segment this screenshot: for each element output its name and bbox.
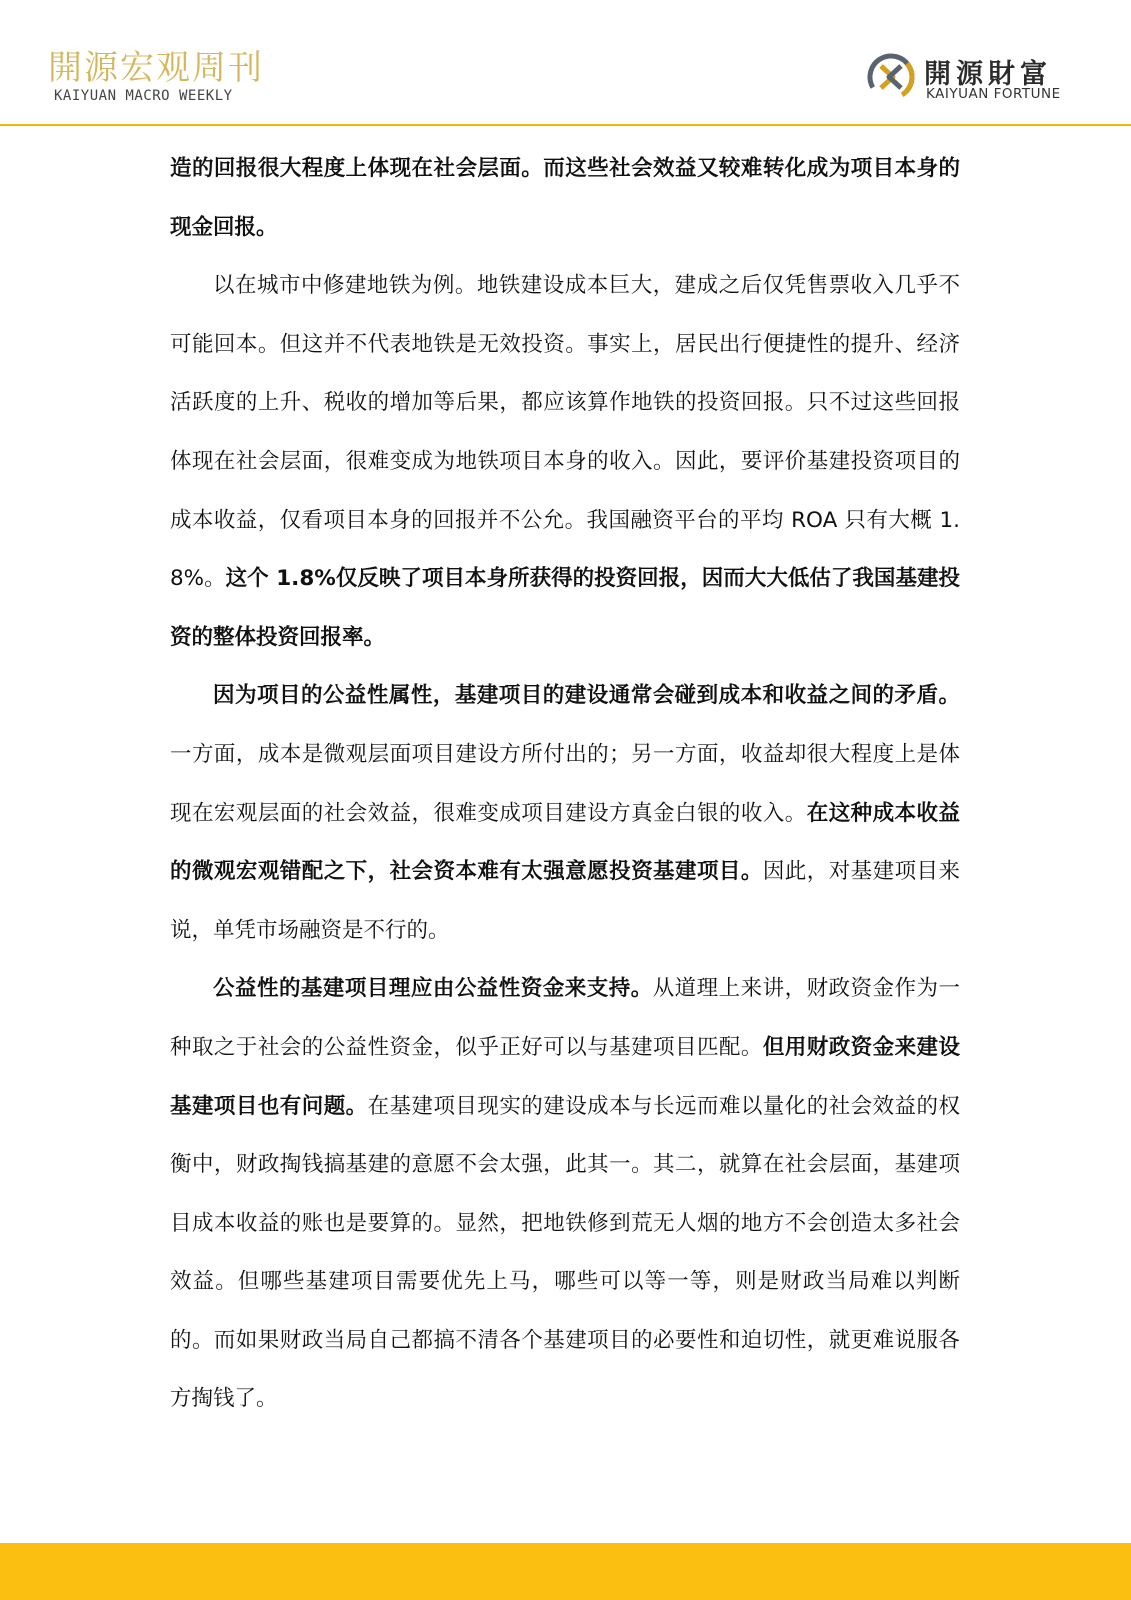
publication-subtitle: KAIYUAN MACRO WEEKLY <box>54 88 233 104</box>
bold-run: 这个 1.8%仅反映了项目本身所获得的投资回报，因而大大低估了我国基建投资的整体投资回报率。 <box>170 566 960 650</box>
publication-title: 開源宏观周刊 <box>48 48 264 88</box>
header-divider <box>0 124 1131 126</box>
article-body <box>170 140 960 1429</box>
paragraph-3 <box>170 667 960 960</box>
kaiyuan-fortune-logo <box>866 52 1076 104</box>
text-run: 在基建项目现实的建设成本与长远而难以量化的社会效益的权衡中，财政掏钱搞基建的意愿不会太强，此其一。其二，就算在社会层面，基建项目成本收益的账也是要算的。显然，把地铁修到荒无人烟的地方不会创造太多社会效益。但哪些基建项目需要优先上马，哪些可以等一等，则是财政当局难以判断的。而如果财政当局自己都搞不清各个基建项目的必要性和迫切性，就更难说服各方掏钱了。 <box>170 1093 960 1412</box>
footer-band <box>0 1543 1131 1600</box>
bold-run: 但用财政资金来建设基建项目也有问题。 <box>170 1034 960 1119</box>
text-run: 从道理上来讲，财政资金作为一种取之于社会的公益性资金，似乎正好可以与基建项目匹配。 <box>170 976 960 1060</box>
paragraph-2 <box>170 257 960 667</box>
logo-name-en: KAIYUAN FORTUNE <box>926 86 1061 102</box>
text-run: 以在城市中修建地铁为例。地铁建设成本巨大，建成之后仅凭售票收入几乎不可能回本。但这并不代表地铁是无效投资。事实上，居民出行便捷性的提升、经济活跃度的上升、税收的增加等后果，都应该算作地铁的投资回报。只不过这些回报体现在社会层面，很难变成为地铁项目本身的收入。因此，要评价基建投资项目的成本收益，仅看项目本身的回报并不公允。我国融资平台的平均 ROA 只有大概 1.8%。 <box>170 273 960 592</box>
bold-run: 公益性的基建项目理应由公益性资金来支持。 <box>213 976 653 1002</box>
paragraph-4 <box>170 960 960 1429</box>
text-run: 因此，对基建项目来说，单凭市场融资是不行的。 <box>170 859 960 943</box>
bold-run: 因为项目的公益性属性，基建项目的建设通常会碰到成本和收益之间的矛盾。 <box>213 683 960 709</box>
paragraph-1 <box>170 140 960 257</box>
logo-name-cn: 開源財富 <box>924 59 1052 90</box>
bold-run: 造的回报很大程度上体现在社会层面。而这些社会效益又较难转化成为项目本身的现金回报。 <box>170 156 960 240</box>
bold-run: 在这种成本收益的微观宏观错配之下，社会资本难有太强意愿投资基建项目。 <box>170 800 960 885</box>
text-run: 一方面，成本是微观层面项目建设方所付出的；另一方面，收益却很大程度上是体现在宏观层面的社会效益，很难变成项目建设方真金白银的收入。 <box>170 741 960 826</box>
page-header <box>0 0 1131 127</box>
kaiyuan-logo-icon <box>866 52 916 102</box>
